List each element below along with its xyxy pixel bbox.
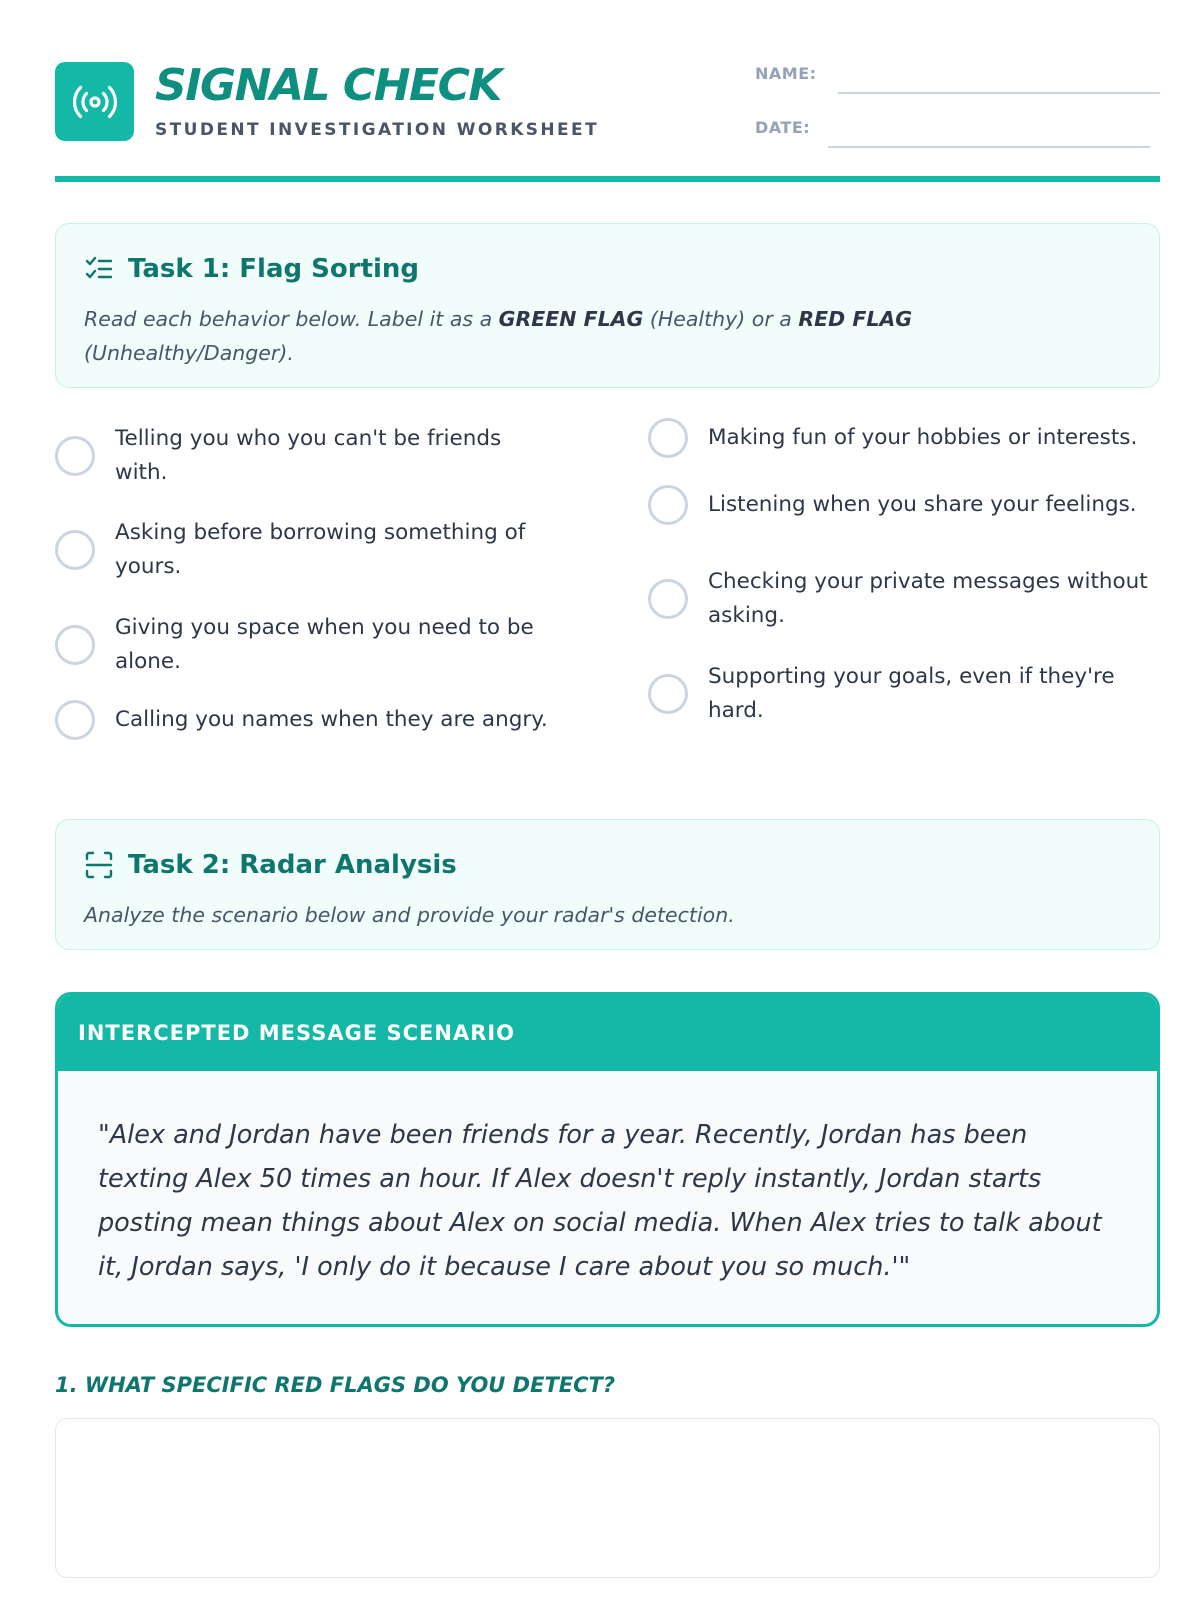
behavior-text: Supporting your goals, even if they're hard. xyxy=(708,664,1115,723)
task2-panel xyxy=(55,819,1160,950)
flag-radio[interactable] xyxy=(55,436,95,476)
flag-radio[interactable] xyxy=(648,418,688,458)
header-divider xyxy=(55,176,1160,182)
behavior-text: Making fun of your hobbies or interests. xyxy=(708,425,1138,450)
scenario-card xyxy=(55,992,1160,1327)
flag-radio[interactable] xyxy=(55,700,95,740)
flag-radio[interactable] xyxy=(55,625,95,665)
task1-instruction-end: (Unhealthy/Danger). xyxy=(84,341,294,365)
date-label: DATE: xyxy=(755,118,811,137)
date-field[interactable] xyxy=(828,146,1150,148)
scenario-label: INTERCEPTED MESSAGE SCENARIO xyxy=(78,1021,516,1045)
task2-heading xyxy=(84,850,457,880)
task1-panel xyxy=(55,223,1160,388)
behavior-item[interactable] xyxy=(55,611,580,679)
name-label: NAME: xyxy=(755,64,817,83)
worksheet-title: SIGNAL CHECK xyxy=(155,60,501,111)
question1-label: 1. WHAT SPECIFIC RED FLAGS DO YOU DETECT? xyxy=(55,1373,616,1397)
broadcast-signal-icon xyxy=(55,62,134,141)
flag-radio[interactable] xyxy=(648,485,688,525)
behavior-item[interactable] xyxy=(55,422,555,490)
behavior-item[interactable] xyxy=(648,660,1168,728)
worksheet-header xyxy=(55,62,1160,182)
task1-instruction xyxy=(84,302,1124,370)
behavior-text: Checking your private messages without asking. xyxy=(708,569,1148,628)
worksheet-subtitle: STUDENT INVESTIGATION WORKSHEET xyxy=(155,120,600,140)
behavior-text: Asking before borrowing something of yours. xyxy=(115,520,526,579)
name-field[interactable] xyxy=(838,92,1160,94)
question1-answer-box[interactable] xyxy=(55,1418,1160,1578)
task1-title: Task 1: Flag Sorting xyxy=(128,254,420,284)
task2-title: Task 2: Radar Analysis xyxy=(128,850,457,880)
flag-radio[interactable] xyxy=(55,530,95,570)
scenario-header xyxy=(58,995,1157,1071)
behavior-item[interactable] xyxy=(648,565,1168,633)
checklist-icon xyxy=(84,254,114,284)
task2-instruction: Analyze the scenario below and provide your radar's detection. xyxy=(84,903,735,927)
behavior-item[interactable] xyxy=(648,485,1168,525)
flag-radio[interactable] xyxy=(648,674,688,714)
behavior-text: Calling you names when they are angry. xyxy=(115,707,548,732)
behavior-item[interactable] xyxy=(55,516,580,584)
task1-instruction-start: Read each behavior below. Label it as a xyxy=(84,307,499,331)
scan-icon xyxy=(84,850,114,880)
scenario-text: "Alex and Jordan have been friends for a year. Recently, Jordan has been texting Alex 50 times an hour. If Alex doesn't reply instantly, Jordan starts posting mean things about Alex on social media. When Alex tries to talk about it, Jordan says, 'I only do it because I care about you so much.'" xyxy=(98,1120,1102,1282)
green-flag-label: GREEN FLAG xyxy=(498,307,644,331)
behavior-text: Listening when you share your feelings. xyxy=(708,492,1137,517)
behavior-item[interactable] xyxy=(648,418,1168,458)
behavior-text: Giving you space when you need to be alone. xyxy=(115,615,534,674)
task1-instruction-mid: (Healthy) or a xyxy=(643,307,799,331)
red-flag-label: RED FLAG xyxy=(798,307,913,331)
behavior-text: Telling you who you can't be friends with. xyxy=(115,426,502,485)
behavior-item[interactable] xyxy=(55,700,615,740)
task1-heading xyxy=(84,254,419,284)
flag-radio[interactable] xyxy=(648,579,688,619)
